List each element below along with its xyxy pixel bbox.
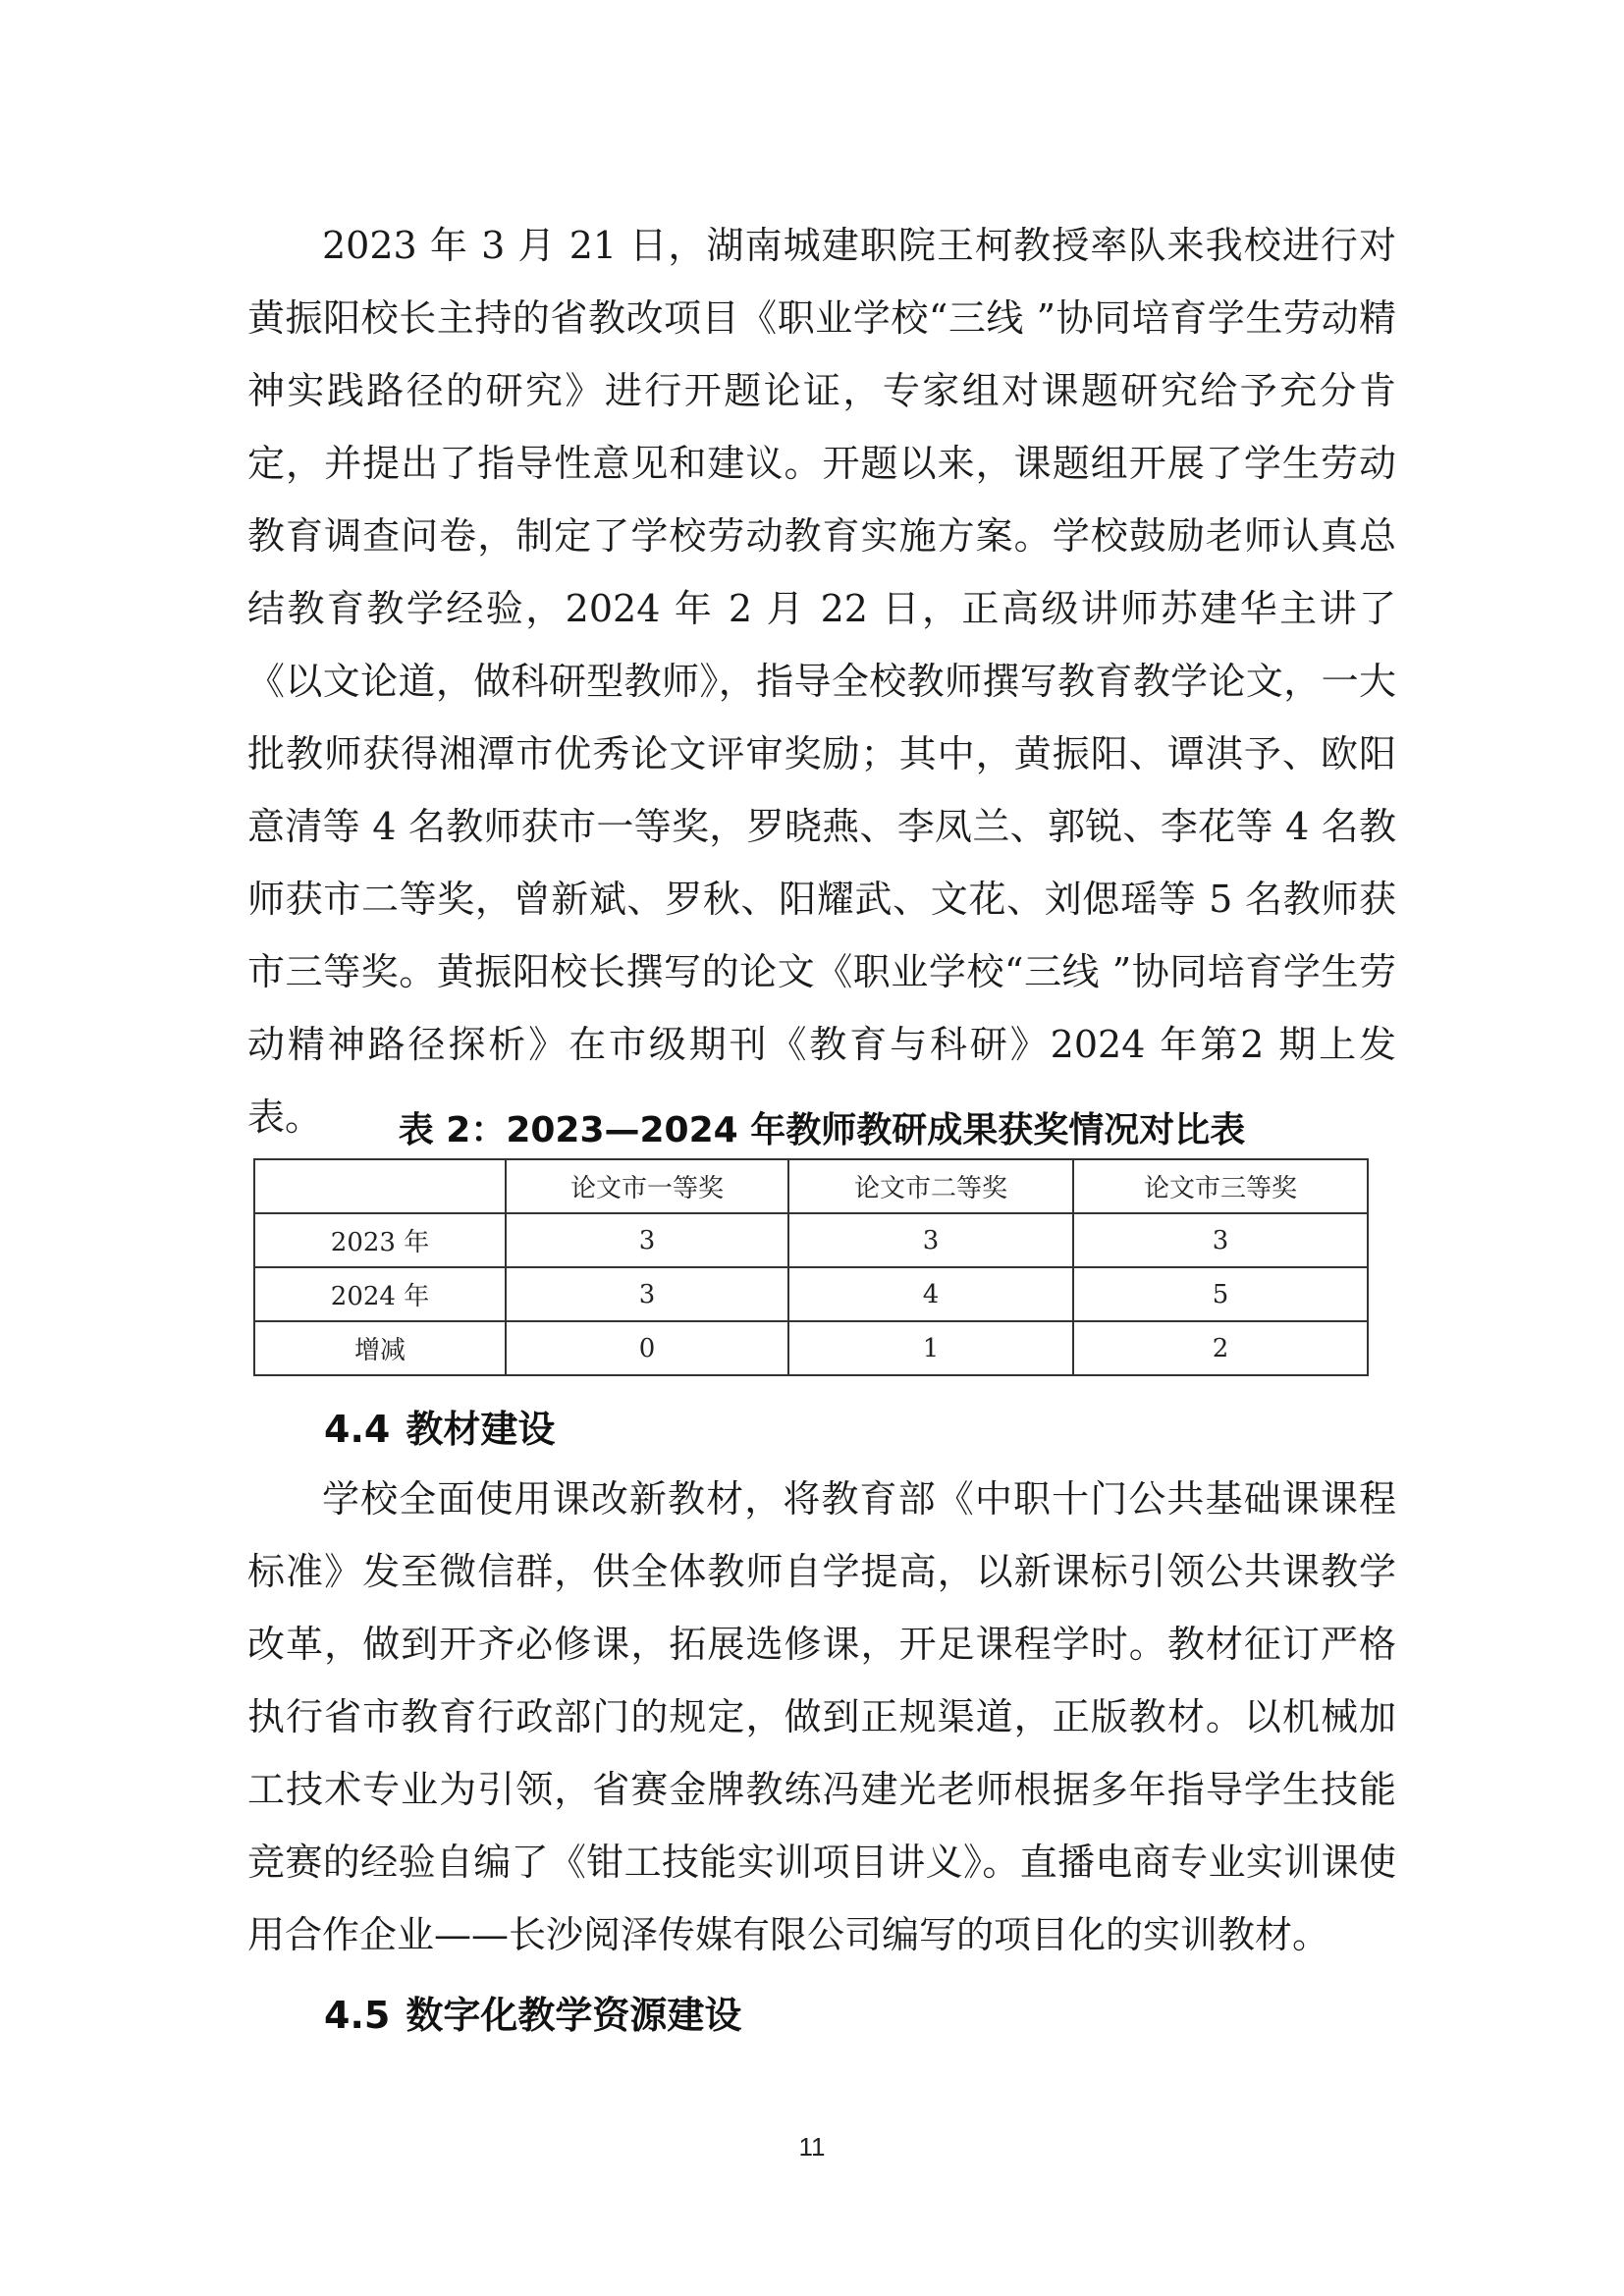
table-cell: 2023 年 (254, 1213, 506, 1267)
table-cell: 3 (506, 1267, 788, 1321)
table-cell: 2024 年 (254, 1267, 506, 1321)
section-number: 4.5 (324, 1994, 391, 2037)
body-paragraph-research: 2023 年 3 月 21 日，湖南城建职院王柯教授率队来我校进行对黄振阳校长主持的省教改项目《职业学校“三线 ”协同培育学生劳动精神实践路径的研究》进行开题论证，专家组对课题研究给予充分肯定，并提出了指导性意见和建议。开题以来，课题组开展了学生劳动教育调查问卷，制定了学校劳动教育实施方案。学校鼓励老师认真总结教育教学经验，2024 年 2 月 22 日，正高级讲师苏建华主讲了《以文论道，做科研型教师》，指导全校教师撰写教育教学论文，一大批教师获得湘潭市优秀论文评审奖励；其中，黄振阳、谭淇予、欧阳意清等 4 名教师获市一等奖，罗晓燕、李凤兰、郭锐、李花等 4 名教师获市二等奖，曾新斌、罗秋、阳耀武、文花、刘偲瑶等 5 名教师获市三等奖。黄振阳校长撰写的论文《职业学校“三线 ”协同培育学生劳动精神路径探析》在市级期刊《教育与科研》2024 年第2 期上发表。 (247, 224, 1396, 1139)
table-header-row (254, 1159, 1368, 1213)
table-header-cell: 论文市三等奖 (1073, 1159, 1368, 1213)
section-title: 数字化教学资源建设 (406, 1994, 742, 2037)
table-row (254, 1321, 1368, 1375)
table-header-cell: 论文市二等奖 (788, 1159, 1073, 1213)
table-row (254, 1267, 1368, 1321)
table-cell: 增减 (254, 1321, 506, 1375)
table-header-cell: 论文市一等奖 (506, 1159, 788, 1213)
table-cell: 3 (1073, 1213, 1368, 1267)
table-row (254, 1213, 1368, 1267)
table-cell: 1 (788, 1321, 1073, 1375)
awards-comparison-table (253, 1158, 1369, 1376)
page-number: 11 (798, 2132, 826, 2162)
table-cell: 2 (1073, 1321, 1368, 1375)
table-cell: 4 (788, 1267, 1073, 1321)
section-heading-4-4 (324, 1405, 555, 1454)
body-paragraph-textbooks: 学校全面使用课改新教材，将教育部《中职十门公共基础课课程标准》发至微信群，供全体教师自学提高，以新课标引领公共课教学改革，做到开齐必修课，拓展选修课，开足课程学时。教材征订严格执行省市教育行政部门的规定，做到正规渠道，正版教材。以机械加工技术专业为引领，省赛金牌教练冯建光老师根据多年指导学生技能竞赛的经验自编了《钳工技能实训项目讲义》。直播电商专业实训课使用合作企业——长沙阅泽传媒有限公司编写的项目化的实训教材。 (247, 1477, 1396, 1956)
table-cell: 3 (788, 1213, 1073, 1267)
table-cell: 0 (506, 1321, 788, 1375)
section-number: 4.4 (324, 1408, 391, 1451)
table-cell: 5 (1073, 1267, 1368, 1321)
section-heading-4-5 (324, 1991, 741, 2040)
table-header-cell (254, 1159, 506, 1213)
table-caption: 表 2：2023—2024 年教师教研成果获奖情况对比表 (398, 1110, 1246, 1150)
table-cell: 3 (506, 1213, 788, 1267)
section-title: 教材建设 (406, 1408, 556, 1451)
